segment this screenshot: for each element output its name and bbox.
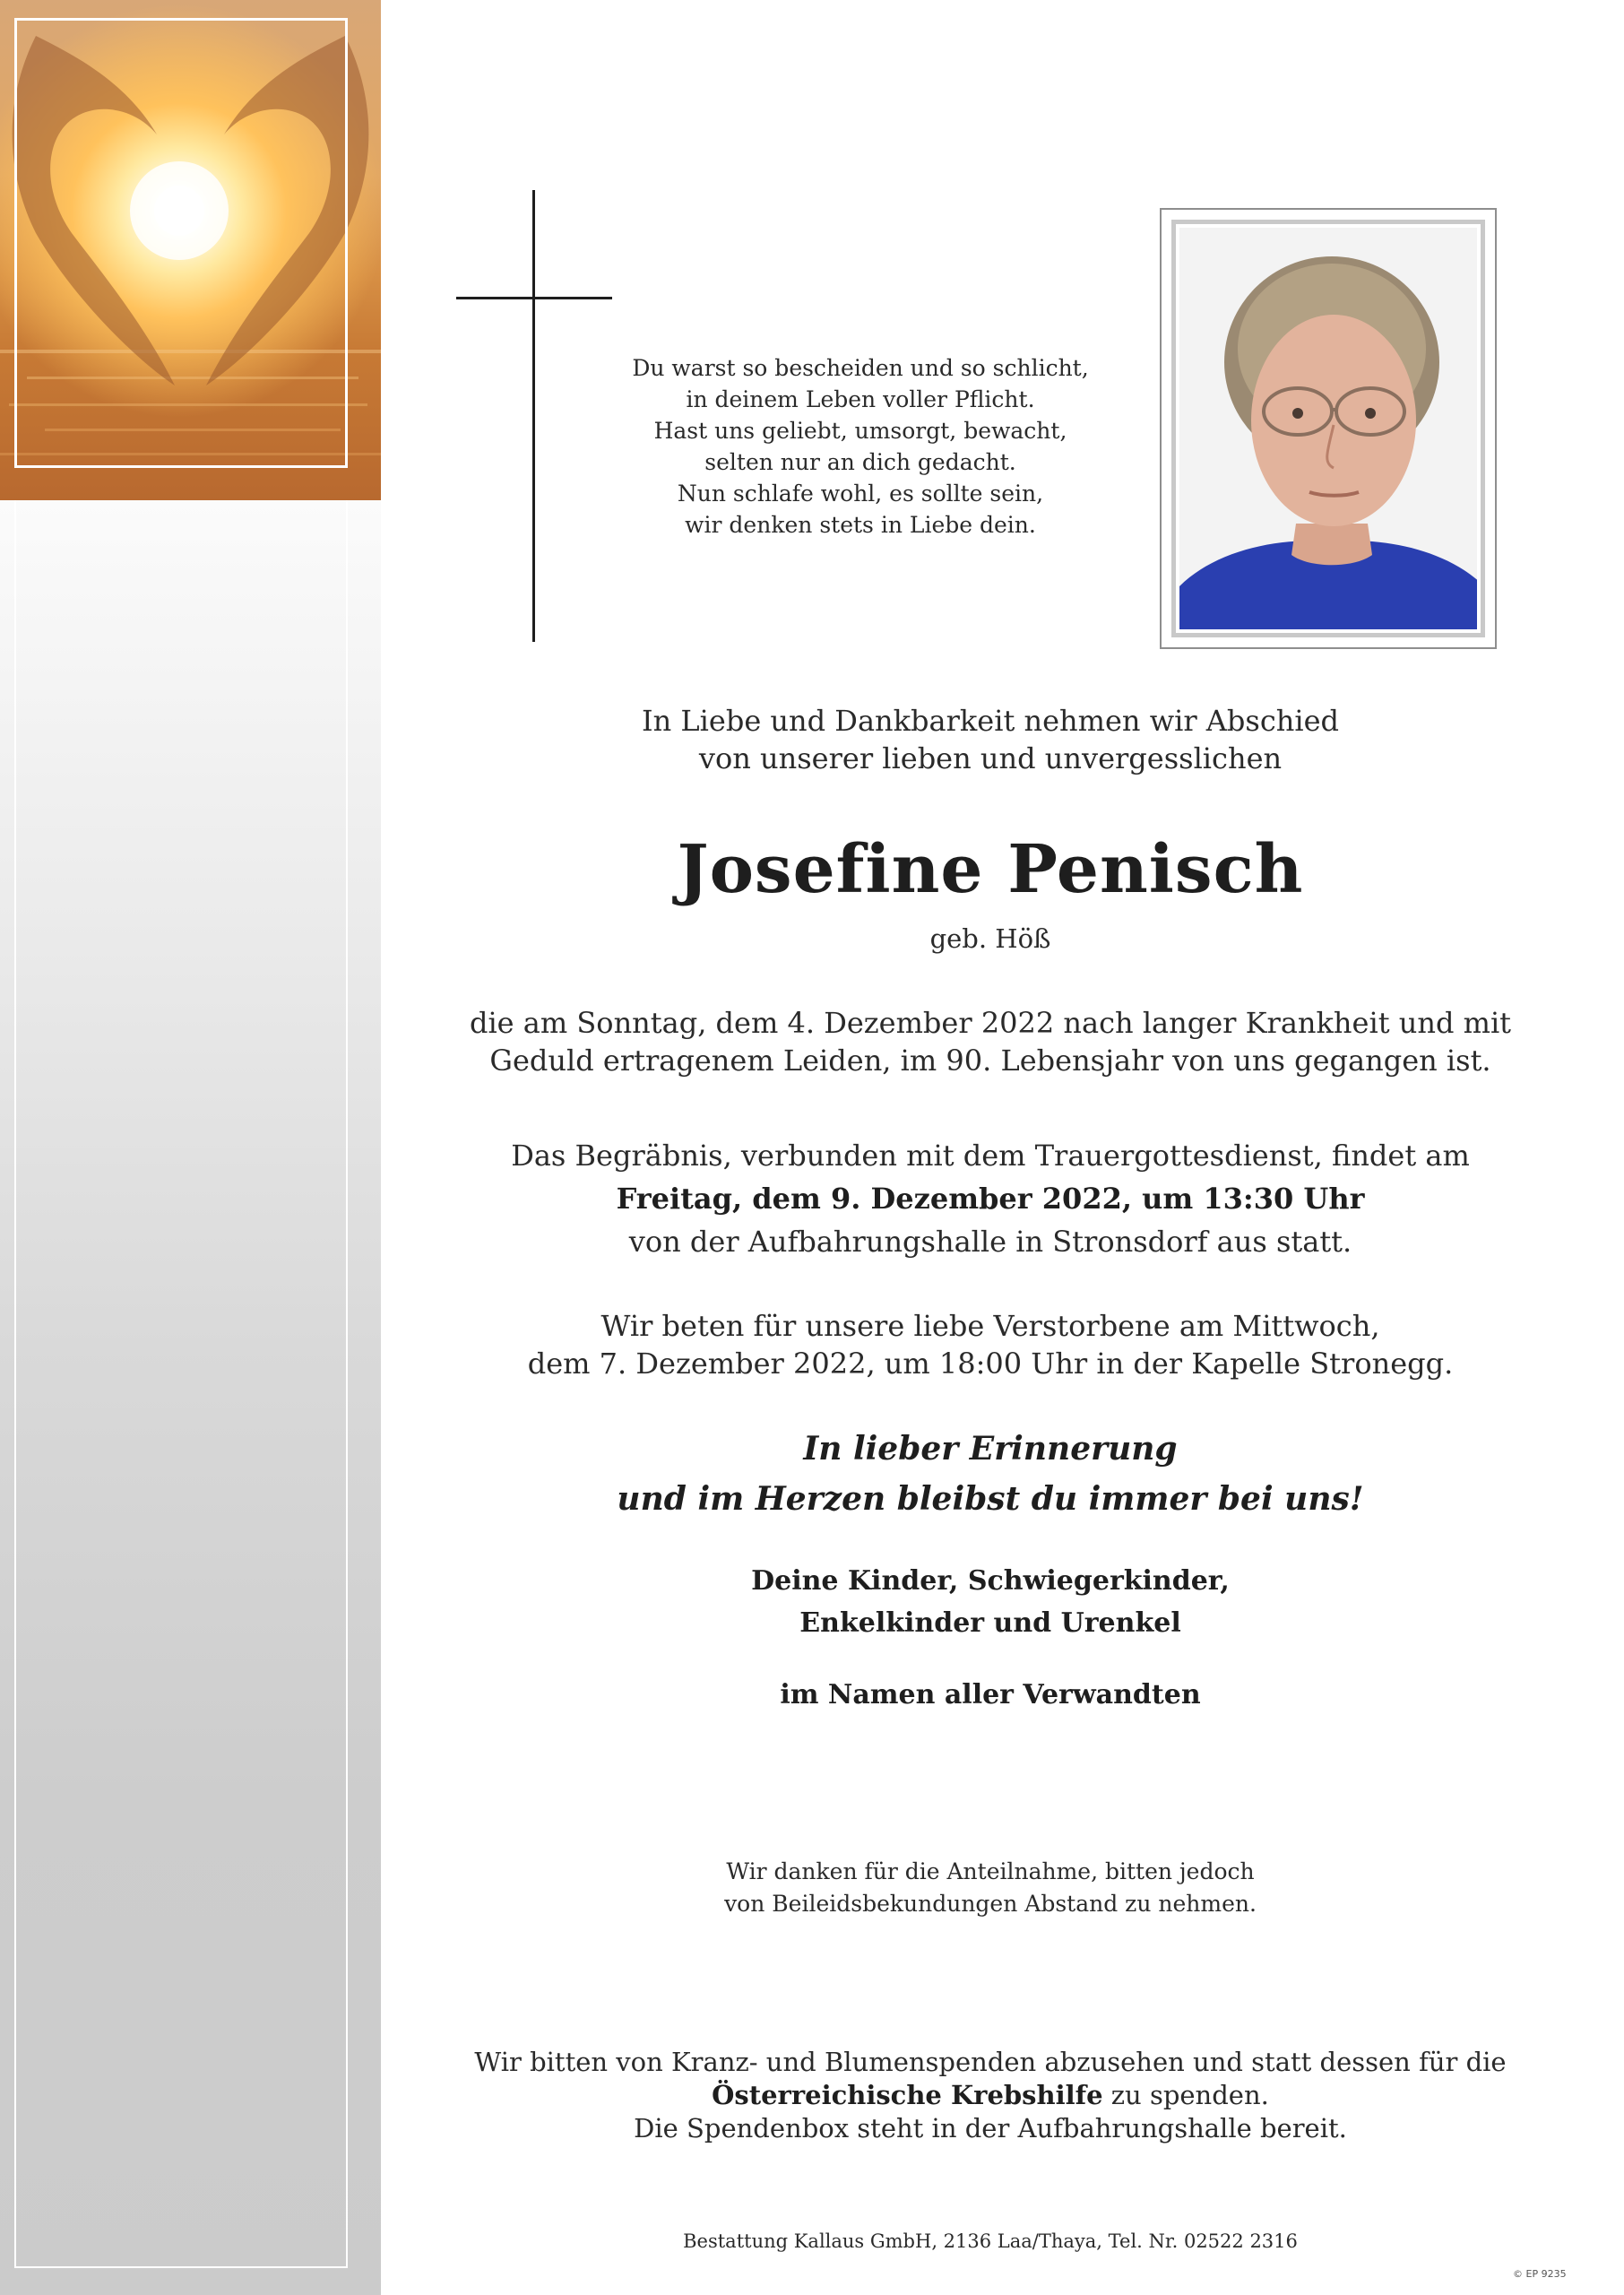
- donation-note: [421, 2046, 1559, 2145]
- funeral-location: von der Aufbahrungshalle in Stronsdorf aus statt.: [628, 1225, 1352, 1259]
- cross-icon: [532, 190, 535, 642]
- poem-line: in deinem Leben voller Pflicht.: [686, 386, 1035, 412]
- portrait-frame: [1160, 208, 1497, 649]
- memory-line: und im Herzen bleibst du immer bei uns!: [617, 1480, 1364, 1518]
- family-line: Deine Kinder, Schwiegerkinder,: [751, 1565, 1230, 1597]
- funeral-info: [421, 1134, 1559, 1263]
- poem-line: Hast uns geliebt, umsorgt, bewacht,: [653, 418, 1067, 444]
- funeral-line: Das Begräbnis, verbunden mit dem Trauergottesdienst, findet am: [511, 1139, 1470, 1173]
- death-notice-line: Geduld ertragenem Leiden, im 90. Lebensjahr von uns gegangen ist.: [489, 1044, 1491, 1078]
- memory-line: In lieber Erinnerung: [803, 1430, 1178, 1468]
- prayer-info: [421, 1307, 1559, 1382]
- donation-charity-line: [421, 2079, 1559, 2112]
- intro-line: In Liebe und Dankbarkeit nehmen wir Abschied: [641, 704, 1339, 738]
- donation-suffix: zu spenden.: [1102, 2080, 1269, 2110]
- photo-frame: [14, 18, 348, 468]
- birth-name: geb. Höß: [929, 923, 1051, 954]
- intro-text: [421, 702, 1559, 777]
- thanks-line: Wir danken für die Anteilnahme, bitten jedoch: [726, 1858, 1255, 1884]
- family-signature: [421, 1560, 1559, 1644]
- death-notice: [421, 1004, 1559, 1079]
- relatives-note: im Namen aller Verwandten: [780, 1679, 1201, 1710]
- poem: [592, 352, 1129, 541]
- family-line: Enkelkinder und Urenkel: [799, 1607, 1181, 1639]
- prayer-line: Wir beten für unsere liebe Verstorbene am Mittwoch,: [600, 1309, 1380, 1343]
- heart-hands-sunset-photo: [0, 0, 381, 500]
- funeral-home-footer: Bestattung Kallaus GmbH, 2136 Laa/Thaya, Tel. Nr. 02522 2316: [683, 2230, 1298, 2252]
- poem-line: Nun schlafe wohl, es sollte sein,: [677, 481, 1044, 507]
- prayer-line: dem 7. Dezember 2022, um 18:00 Uhr in der Kapelle Stronegg.: [527, 1347, 1454, 1381]
- portrait-mat: [1171, 220, 1485, 637]
- death-notice-line: die am Sonntag, dem 4. Dezember 2022 nach langer Krankheit und mit: [469, 1006, 1512, 1040]
- copyright-mark: © EP 9235: [1513, 2268, 1567, 2280]
- poem-line: selten nur an dich gedacht.: [704, 449, 1016, 475]
- intro-line: von unserer lieben und unvergesslichen: [698, 741, 1283, 775]
- funeral-date-time: Freitag, dem 9. Dezember 2022, um 13:30 Uhr: [616, 1182, 1365, 1216]
- donation-line: Wir bitten von Kranz- und Blumenspenden abzusehen und statt dessen für die: [474, 2047, 1507, 2077]
- memory-quote: [421, 1424, 1559, 1524]
- poem-line: wir denken stets in Liebe dein.: [685, 512, 1036, 538]
- donation-box-line: Die Spendenbox steht in der Aufbahrungshalle bereit.: [634, 2113, 1347, 2143]
- portrait-photo: [1179, 228, 1477, 629]
- thanks-note: [421, 1856, 1559, 1920]
- charity-name: Österreichische Krebshilfe: [712, 2080, 1103, 2110]
- deceased-name: Josefine Penisch: [677, 831, 1304, 908]
- cross-icon-bar: [456, 297, 612, 299]
- poem-line: Du warst so bescheiden und so schlicht,: [632, 355, 1089, 381]
- thanks-line: von Beileidsbekundungen Abstand zu nehmen.: [724, 1891, 1257, 1917]
